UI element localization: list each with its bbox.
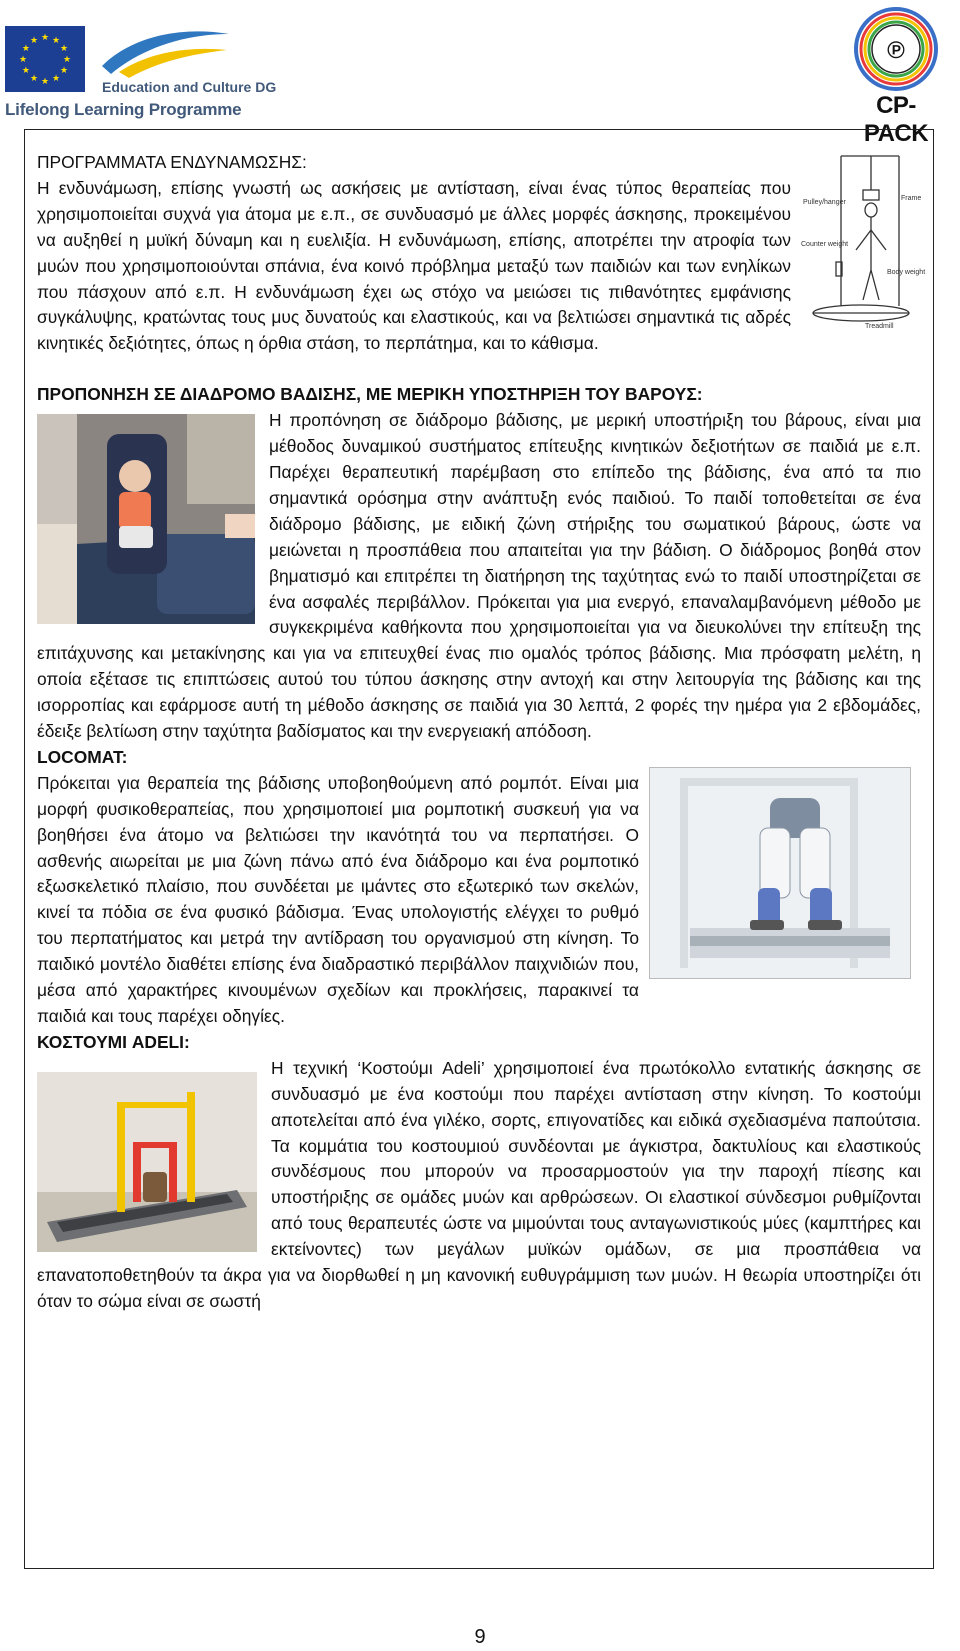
page-number: 9: [474, 1626, 486, 1648]
eu-star-icon: ★: [60, 44, 69, 54]
diagram-label-pulley: Pulley/hanger: [803, 199, 846, 206]
section-body-treadmill: Η προπόνηση σε διάδρομο βάδισης, με μερική υποστήριξη του βάρους, είναι μια μέθοδος δυναμικού συστήματος επίτευξης κινητικών δεξιοτήτων σε παιδιά με ε.π. Παρέχει θεραπευτική παρέμβαση στο επίπεδο της βάδισης, ένα από τα πιο σημαντικά ορόσημα στην ανάπτυξη ενός παιδιού. Το παιδί τοποθετείται σε ένα διάδρομο βάδισης, με ειδική ζώνη στήριξης του σωματικού βάρους, ώστε να μειώνεται η προσπάθεια που απαιτείται για την βάδιση. Ο διάδρομος βοηθά στον βηματισμό και επιτρέπει τη διατήρηση της ταχύτητας ενώ το παιδί υποστηρίζεται σε ένα ασφαλές περιβάλλον. Πρόκειται για μια ενεργό, επαναλαμβανόμενη μέθοδο με συγκεκριμένα καθήκοντα που χρησιμοποιείται για να διευκολύνει την επίτευξη της επιτάχυνσης και μετακίνησης και για να επιτευχθεί ένας πιο ομαλός τρόπος βάδισης. Μια πρόσφατη μελέτη, η οποία εξέτασε τις επιπτώσεις αυτού του τύπου άσκησης στην αντοχή και στην λειτουργία της βάδισης και της ισορροπίας και εφάρμοσε αυτή τη μέθοδο άσκησης σε παιδιά για 30 λεπτά, 2 φορές την ημέρα για 2 εβδομάδες, έδειξε βελτίωση στην ταχύτητα βαδίσματος και την ενεργειακή απόδοση.: [37, 410, 921, 742]
diagram-label-body-weight: Body weight: [887, 269, 926, 276]
programme-label: Lifelong Learning Programme: [5, 100, 242, 119]
cp-pack-logo: [846, 2, 946, 147]
eu-star-icon: ★: [60, 66, 69, 76]
diagram-label-frame: Frame: [901, 195, 922, 202]
eu-programme-logo: [5, 22, 277, 122]
cp-pack-emblem-icon: [853, 6, 939, 92]
diagram-label-counter-weight: Counter weight: [801, 241, 849, 248]
eu-star-icon: ★: [62, 55, 72, 65]
document-body: [37, 150, 926, 1315]
eu-flag-icon: [5, 26, 85, 92]
eu-star-icon: ★: [18, 55, 28, 65]
education-culture-swoosh-icon: [97, 22, 232, 84]
locomat-robot-photo: [649, 767, 911, 979]
treadmill-diagram-figure: [801, 150, 926, 332]
section-body-adeli: Η τεχνική ‘Κοστούμι Adeli’ χρησιμοποιεί ένα πρωτόκολλο εντατικής άσκησης σε συνδυασμό με ένα κοστούμι που παρέχει αντίσταση στην κίνηση. Το κοστούμι αποτελείται από ένα γιλέκο, σορτς, επιγονατίδες και ειδικά σχεδιασμένα παπούτσια. Τα κομμάτια του κοστουμιού συνδέονται με άγκιστρα, δακτυλίους και ελαστικούς συνδέσμους που μπορούν να προσαρμοστούν για την παροχή πίεσης και υποστήριξης σε ομάδες μυών και αρθρώσεων. Οι ελαστικοί σύνδεσμοι ρυθμίζονται από τους θεραπευτές ώστε να μιμούνται τους ανταγωνιστικούς μύες (καμπτήρες και εκτείνοντες) των μεγάλων μυϊκών ομάδων, σε μια προσπάθεια να επανατοποθετηθούν τα άκρα για να διορθωθεί η μη κανονική ευθυγράμμιση των μυών. Η θεωρία υποστηρίζει ότι όταν το σώμα είναι σε σωστή: [37, 1057, 921, 1311]
section-heading-adeli: ΚΟΣΤΟΥΜΙ ADELI:: [37, 1031, 190, 1052]
diagram-label-treadmill: Treadmill: [865, 323, 894, 330]
cp-pack-label: CP-PACK: [863, 92, 929, 147]
page-content-frame: [24, 129, 934, 1569]
section-body-strength: Η ενδυνάμωση, επίσης γνωστή ως ασκήσεις με αντίσταση, είναι ένας τύπος θεραπείας που χρησιμοποιείται συχνά για άτομα με ε.π., σε συνδυασμό με άλλες μορφές άσκησης, προκειμένου να αυξηθεί η μυϊκή δύναμη και η ευελιξία. Η ενδυνάμωση, επίσης, αποτρέπει την ατροφία των μυών που χρησιμοποιούνται σπάνια, ένα κοινό πρόβλημα μεταξύ των παιδιών και των ενηλίκων που πάσχουν από ε.π. Η ενδυνάμωση έχει ως στόχο να μειώσει τις πιθανότητες εμφάνισης συγκάλυψης, κρατώντας τους μυς δυνατούς και ελαστικούς, και να βελτιώσει σημαντικά τις αδρές κινητικές δεξιότητες, όπως η όρθια στάση, το περπάτημα, και το κάθισμα.: [37, 177, 791, 354]
eu-star-icon: ★: [51, 74, 61, 85]
eu-star-icon: ★: [40, 33, 50, 43]
adeli-treadmill-photo: [37, 1072, 257, 1252]
section-heading-locomat: LOCOMAT:: [37, 746, 128, 767]
treadmill-diagram-icon: [801, 150, 926, 332]
section-heading-treadmill: ΠΡΟΠΟΝΗΣΗ ΣΕ ΔΙΑΔΡΟΜΟ ΒΑΔΙΣΗΣ, ΜΕ ΜΕΡΙΚΗ ΥΠΟΣΤΗΡΙΞΗ ΤΟΥ ΒΑΡΟΥΣ:: [37, 384, 703, 405]
child-walker-photo: [37, 414, 255, 624]
dg-label: Education and Culture DG: [102, 79, 277, 95]
eu-star-icon: ★: [21, 44, 30, 54]
eu-star-icon: ★: [51, 35, 61, 46]
eu-star-icon: ★: [21, 66, 30, 76]
svg-text:℗: ℗: [887, 37, 905, 64]
section-body-locomat: Πρόκειται για θεραπεία της βάδισης υποβοηθούμενη από ρομπότ. Είναι μια μορφή φυσικοθεραπείας, που χρησιμοποιεί μια ρομποτική συσκευή για να βοηθήσει ένα άτομο να βελτιώσει την ικανότητά του να περπατήσει. Ο ασθενής αιωρείται με μια ζώνη πάνω από ένα διάδρομο και ένα ρομποτικό εξωσκελετικό πλαίσιο, που συνδέεται με ιμάντες στο εξωτερικό των σκελών, κινεί τα πόδια σε ένα φυσικό βάδισμα. Ένας υπολογιστής ελέγχει το ρυθμό του περπατήματος και μετρά την αντίδραση του οργανισμού στη κίνηση. Το παιδικό μοντέλο διαθέτει επίσης ένα διαδραστικό περιβάλλον παιχνιδιών που, μέσα από χαρακτήρες κινουμένων σχεδίων και προκλήσεις, παρακινεί τα παιδιά και τους παρέχει οδηγίες.: [37, 772, 639, 1026]
eu-star-icon: ★: [29, 74, 39, 85]
eu-star-icon: ★: [40, 77, 50, 87]
section-heading-strength: ΠΡΟΓΡΑΜΜΑΤΑ ΕΝΔΥΝΑΜΩΣΗΣ:: [37, 152, 307, 172]
eu-star-icon: ★: [29, 35, 39, 46]
